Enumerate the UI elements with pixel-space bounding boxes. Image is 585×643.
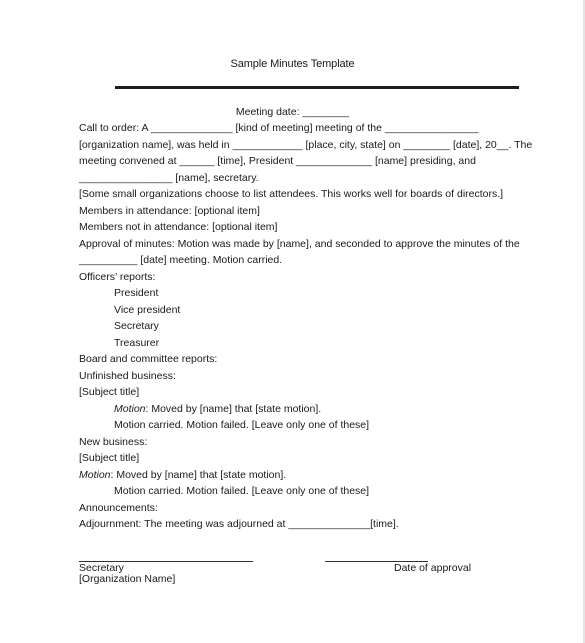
- approval-line-1: Approval of minutes: Motion was made by [name], and seconded to approve the minutes of the: [79, 238, 520, 250]
- members-attendance: Members in attendance: [optional item]: [79, 205, 260, 217]
- new-business-heading: New business:: [79, 436, 148, 448]
- officer-item: Treasurer: [114, 337, 160, 349]
- new-subject-title: [Subject title]: [79, 452, 140, 464]
- motion-text: : Moved by [name] that [state motion].: [110, 469, 287, 481]
- approval-line-2: __________ [date] meeting. Motion carried.: [79, 254, 283, 266]
- new-motion-result: Motion carried. Motion failed. [Leave only one of these]: [114, 485, 370, 497]
- motion-text: : Moved by [name] that [state motion].: [145, 403, 322, 415]
- unfinished-motion-result: Motion carried. Motion failed. [Leave only one of these]: [114, 419, 370, 431]
- call-to-order-line-1: Call to order: A ______________ [kind of meeting] meeting of the ________________: [79, 122, 479, 134]
- officer-item: Secretary: [114, 320, 159, 332]
- motion-label: Motion: [79, 469, 111, 481]
- title-rule: [115, 86, 519, 89]
- announcements-heading: Announcements:: [79, 502, 158, 514]
- date-of-approval-label: Date of approval: [394, 562, 472, 574]
- board-reports-heading: Board and committee reports:: [79, 353, 218, 365]
- call-to-order-line-2: [organization name], was held in ____________ [place, city, state] on ________ [date], 20__. The: [79, 139, 533, 151]
- unfinished-subject-title: [Subject title]: [79, 386, 140, 398]
- secretary-label: Secretary: [79, 562, 124, 574]
- call-to-order-line-4: ________________ [name], secretary.: [79, 172, 259, 184]
- officer-item: President: [114, 287, 159, 299]
- members-not-attendance: Members not in attendance: [optional item]: [79, 221, 278, 233]
- officer-item: Vice president: [114, 304, 181, 316]
- motion-label: Motion: [114, 403, 146, 415]
- attendees-note: [Some small organizations choose to list attendees. This works well for boards of directors.]: [79, 188, 504, 200]
- adjournment-line: Adjournment: The meeting was adjourned at ______________[time].: [79, 518, 399, 530]
- unfinished-business-heading: Unfinished business:: [79, 370, 176, 382]
- call-to-order-line-3: meeting convened at ______ [time], President _____________ [name] presiding, and: [79, 155, 476, 167]
- unfinished-motion-line: [114, 403, 321, 416]
- document-title: Sample Minutes Template: [230, 58, 355, 70]
- organization-name-label: [Organization Name]: [79, 573, 176, 585]
- officers-reports-heading: Officers’ reports:: [79, 271, 156, 283]
- new-motion-line: [79, 469, 286, 482]
- meeting-date-line: Meeting date: ________: [235, 106, 350, 118]
